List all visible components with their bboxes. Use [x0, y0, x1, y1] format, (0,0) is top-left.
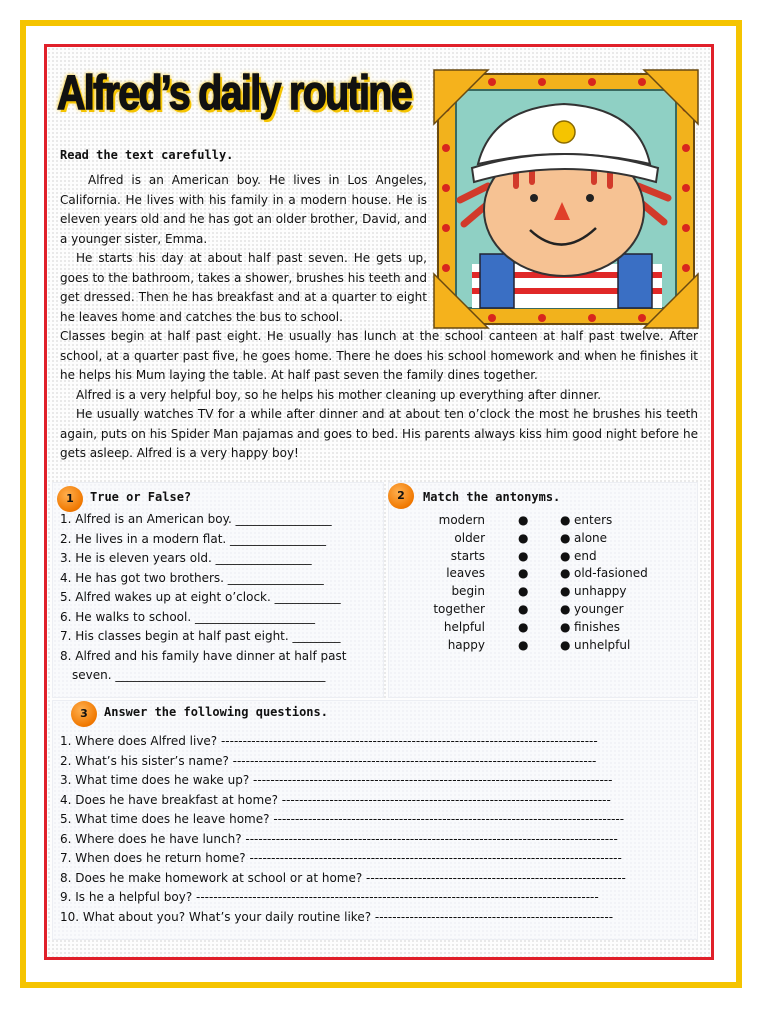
- list-item: 5. What time does he leave home? ---------------------------------------------------------------------------------: [60, 812, 625, 826]
- match-dot[interactable]: ●: [518, 619, 529, 634]
- reading-paragraph-1: Alfred is an American boy. He lives in Los Angeles, California. He lives with his family in a modern house. He is eleven years old and he has got an older brother, David, and a younger sister, Emma.: [60, 173, 427, 246]
- list-item: 3. He is eleven years old. ________________: [60, 551, 312, 565]
- true-false-list: [60, 510, 360, 686]
- list-item: 8. Does he make homework at school or at home? ------------------------------------------------------------: [60, 870, 626, 885]
- match-right-word: alone: [574, 530, 608, 545]
- list-item: 1. Where does Alfred live? ---------------------------------------------------------------------------------------: [60, 734, 598, 748]
- match-left-word: together: [433, 601, 485, 616]
- list-item: 2. What’s his sister’s name? ------------------------------------------------------------------------------------: [60, 753, 597, 768]
- list-item: 1. Alfred is an American boy. ________________: [60, 512, 332, 526]
- list-item: 6. Where does he have lunch? --------------------------------------------------------------------------------------: [60, 831, 618, 846]
- match-row: [430, 601, 670, 619]
- match-row: [430, 548, 670, 566]
- match-dot[interactable]: ●: [518, 513, 529, 527]
- match-row: [430, 512, 670, 530]
- raggedy-boy-illustration-icon: [432, 68, 700, 330]
- list-item: 8. Alfred and his family have dinner at half past: [60, 648, 347, 663]
- match-left-word: modern: [438, 513, 485, 527]
- reading-paragraph-2: He starts his day at about half past seven. He gets up, goes to the bathroom, takes a shower, brushes his teeth and get dressed. Then he has breakfast and at a quarter to eight he leaves home and catches the bus to school.: [60, 251, 427, 324]
- list-item: 5. Alfred wakes up at eight o’clock. ___________: [60, 590, 341, 604]
- match-dot[interactable]: ●: [518, 584, 529, 599]
- list-item: 2. He lives in a modern flat. ________________: [60, 531, 327, 546]
- match-dot[interactable]: ●: [518, 637, 529, 652]
- match-right-word: end: [574, 548, 597, 563]
- match-dot[interactable]: ●: [560, 619, 571, 634]
- match-right-word: old-fasioned: [574, 566, 648, 581]
- match-left-word: begin: [451, 584, 485, 599]
- list-item: 4. He has got two brothers. ________________: [60, 570, 324, 585]
- match-right-word: finishes: [574, 619, 620, 634]
- match-row: [430, 583, 670, 601]
- match-dot[interactable]: ●: [560, 530, 571, 545]
- reading-paragraph-4: Alfred is a very helpful boy, so he helps his mother cleaning up everything after dinner.: [76, 387, 602, 402]
- match-dot[interactable]: ●: [560, 584, 571, 599]
- list-item: 6. He walks to school. ____________________: [60, 609, 315, 624]
- match-row: [430, 619, 670, 637]
- list-item: 7. When does he return home? --------------------------------------------------------------------------------------: [60, 851, 622, 865]
- match-dot[interactable]: ●: [560, 637, 571, 652]
- match-dot[interactable]: ●: [518, 548, 529, 563]
- match-dot[interactable]: ●: [518, 601, 529, 616]
- antonyms-heading: Match the antonyms.: [423, 490, 561, 504]
- match-row: [430, 530, 670, 548]
- match-left-word: leaves: [446, 566, 485, 581]
- reading-instruction: Read the text carefully.: [60, 148, 234, 162]
- questions-list: [60, 732, 700, 927]
- match-left-word: happy: [447, 637, 485, 652]
- match-dot[interactable]: ●: [518, 530, 529, 545]
- reading-text-bottom: [60, 327, 698, 464]
- match-right-word: unhelpful: [574, 637, 631, 652]
- match-dot[interactable]: ●: [518, 566, 529, 581]
- list-item: 9. Is he a helpful boy? ---------------------------------------------------------------------------------------------: [60, 890, 599, 904]
- match-right-word: enters: [574, 513, 613, 527]
- section-number-badge: 2: [388, 483, 414, 509]
- match-left-word: starts: [450, 548, 485, 563]
- match-dot[interactable]: ●: [560, 513, 571, 527]
- antonyms-matching: [430, 512, 670, 654]
- questions-heading: Answer the following questions.: [104, 705, 328, 719]
- match-row: [430, 565, 670, 583]
- reading-text-top: [60, 171, 427, 327]
- list-item: 7. His classes begin at half past eight. ________: [60, 629, 341, 643]
- reading-paragraph-3: Classes begin at half past eight. He usually has lunch at the school canteen at half past twelve. After school, at a quarter past five, he goes home. There he does his school homework and when he finishes it he helps his Mum laying the table. At half past seven the family dines together.: [60, 329, 698, 382]
- list-item: 10. What about you? What’s your daily routine like? -------------------------------------------------------: [60, 909, 614, 924]
- reading-paragraph-5: He usually watches TV for a while after dinner and at about ten o’clock the most he brushes his teeth again, puts on his Spider Man pajamas and goes to bed. His parents always kiss him good night before he gets asleep. Alfred is a very happy boy!: [60, 407, 698, 460]
- match-row: [430, 637, 670, 655]
- worksheet-title: Alfred’s daily routine: [57, 67, 411, 120]
- match-right-word: younger: [574, 601, 624, 616]
- section-number-badge: 1: [57, 486, 83, 512]
- list-item: 3. What time does he wake up? -----------------------------------------------------------------------------------: [60, 773, 613, 787]
- match-dot[interactable]: ●: [560, 601, 571, 616]
- match-left-word: helpful: [443, 619, 485, 634]
- match-right-word: unhappy: [574, 584, 627, 599]
- match-dot[interactable]: ●: [560, 548, 571, 563]
- list-item: 4. Does he have breakfast at home? ----------------------------------------------------------------------------: [60, 792, 611, 807]
- match-left-word: older: [454, 530, 485, 545]
- match-dot[interactable]: ●: [560, 566, 571, 581]
- list-item: seven. ___________________________________: [72, 668, 326, 682]
- section-number-badge: 3: [71, 701, 97, 727]
- true-false-heading: True or False?: [90, 490, 192, 504]
